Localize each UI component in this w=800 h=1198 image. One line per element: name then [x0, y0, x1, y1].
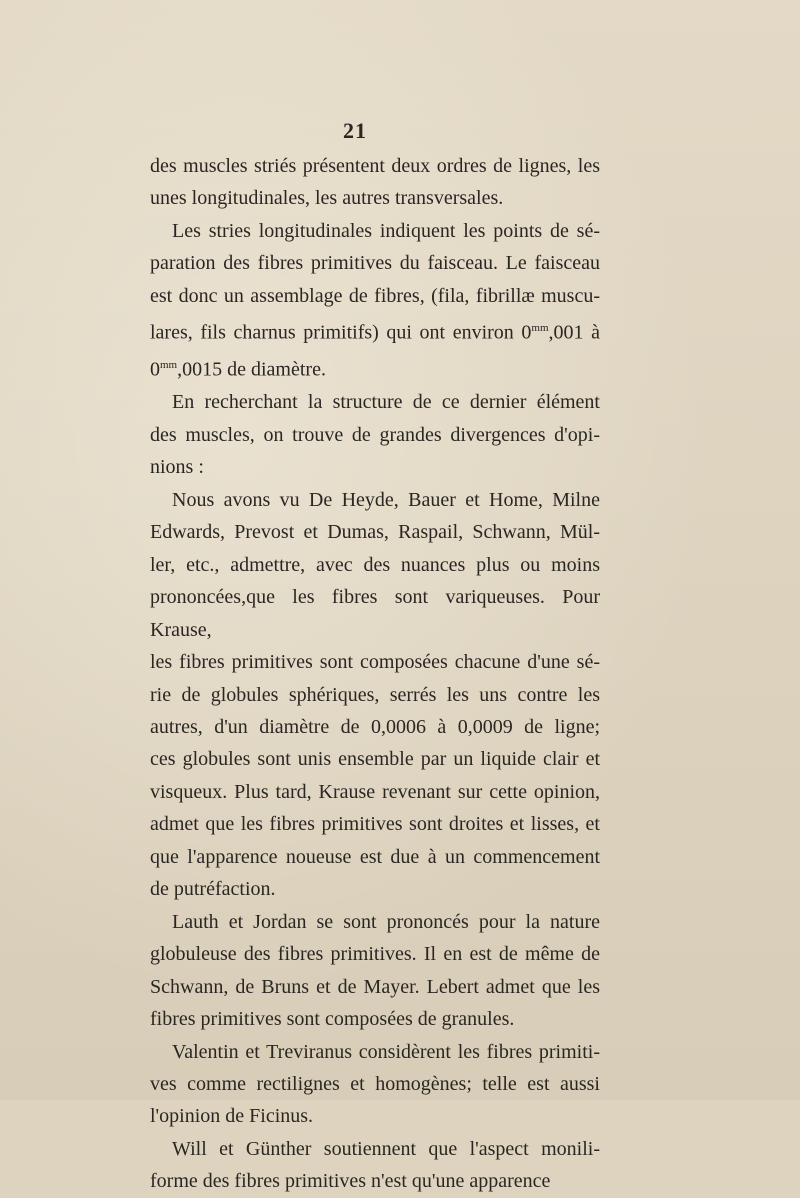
text-line: ler, etc., admettre, avec des nuances plus ou moins	[150, 553, 600, 576]
text-line: fibres primitives sont composées de granules.	[150, 1008, 515, 1031]
text-line: globuleuse des fibres primitives. Il en est de même de	[150, 943, 600, 966]
text-line: Les stries longitudinales indiquent les points de sé-	[172, 219, 600, 242]
text-line: paration des fibres primitives du faisceau. Le faisceau	[150, 252, 600, 275]
text-line: prononcées,que les fibres sont variqueuses. Pour Krause,	[150, 586, 600, 641]
text-line: des muscles, on trouve de grandes divergences d'opi-	[150, 423, 600, 446]
body-text	[150, 150, 600, 1198]
text-line: autres, d'un diamètre de 0,0006 à 0,0009 de ligne;	[150, 716, 600, 739]
text-line: Valentin et Treviranus considèrent les fibres primiti-	[172, 1040, 600, 1063]
text-line: nions :	[150, 456, 204, 479]
text-line: Edwards, Prevost et Dumas, Raspail, Schwann, Mül-	[150, 521, 600, 544]
text-line: $0^{mm},0015$ de diamètre.	[150, 359, 326, 382]
text-line: que l'apparence noueuse est due à un commencement	[150, 845, 600, 868]
text-line: Will et Günther soutiennent que l'aspect monili-	[172, 1137, 600, 1160]
text-line: Nous avons vu De Heyde, Bauer et Home, Milne	[172, 488, 600, 511]
text-line: En recherchant la structure de ce dernier élément	[172, 391, 600, 414]
text-line: ces globules sont unis ensemble par un liquide clair et	[150, 748, 600, 771]
text-line: l'opinion de Ficinus.	[150, 1105, 314, 1128]
text-line: les fibres primitives sont composées chacune d'une sé-	[150, 651, 600, 674]
page-number: 21	[343, 118, 367, 143]
text-line: de putréfaction.	[150, 878, 276, 901]
text-line: lares, fils charnus primitifs) qui ont environ $0^{mm},001$ à	[150, 321, 600, 344]
text-line: admet que les fibres primitives sont droites et lisses, et	[150, 813, 600, 836]
text-line: ves comme rectilignes et homogènes; telle est aussi	[150, 1073, 600, 1095]
text-line: unes longitudinales, les autres transversales.	[150, 187, 504, 210]
text-line: des muscles striés présentent deux ordres de lignes, les	[150, 155, 600, 177]
text-line: est donc un assemblage de fibres, (fila, fibrillæ muscu-	[150, 284, 600, 307]
text-line: forme des fibres primitives n'est qu'une apparence	[150, 1170, 551, 1193]
text-line: Schwann, de Bruns et de Mayer. Lebert admet que les	[150, 975, 600, 998]
text-line: rie de globules sphériques, serrés les uns contre les	[150, 683, 600, 706]
text-line: Lauth et Jordan se sont prononcés pour la nature	[172, 910, 600, 933]
text-line: visqueux. Plus tard, Krause revenant sur cette opinion,	[150, 780, 600, 803]
